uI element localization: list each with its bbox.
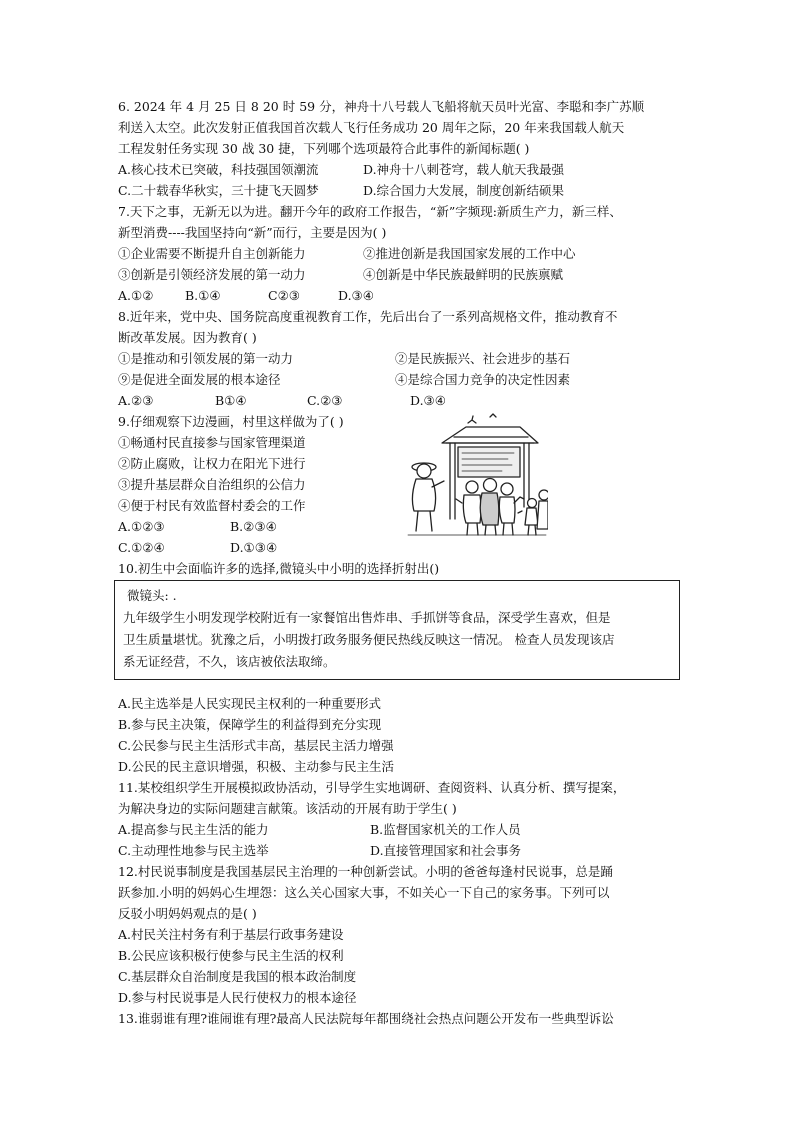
statement-1: ①畅通村民直接参与国家管理渠道 [118, 435, 306, 450]
option-a: A.①②③ [118, 519, 165, 534]
statement-2: ②是民族振兴、社会进步的基石 [395, 351, 571, 366]
box-text-line: 卫生质量堪忧。犹豫之后，小明拨打政务服务便民热线反映这一情况。 检查人员发现该店 [123, 632, 615, 647]
option-d: D.综合国力大发展，制度创新结硕果 [363, 183, 565, 198]
option-d: D.参与村民说事是人民行使权力的根本途径 [118, 990, 357, 1005]
option-d: D.神舟十八刺苍穹，载人航天我最强 [363, 162, 565, 177]
statement-2: ②推进创新是我国国家发展的工作中心 [363, 246, 576, 261]
option-c: C.基层群众自治制度是我国的根本政治制度 [118, 969, 357, 984]
question-stem-line: 新型消费----我国坚持向“新”而行，主要是因为( ) [118, 225, 387, 240]
question-10 [118, 558, 688, 777]
option-d: D.③④ [338, 288, 374, 303]
option-b: B.②③④ [230, 519, 277, 534]
statement-3: ③提升基层群众自治组织的公信力 [118, 477, 306, 492]
statement-1: ①是推动和引领发展的第一动力 [118, 351, 294, 366]
option-c: C.公民参与民主生活形式丰高，基层民主活力增强 [118, 738, 394, 753]
option-c: C.主动理性地参与民主选举 [118, 843, 269, 858]
question-8 [118, 306, 688, 411]
question-11 [118, 777, 688, 861]
option-d: D.直接管理国家和社会事务 [370, 843, 522, 858]
option-b: B.①④ [185, 288, 221, 303]
question-stem-line: 13.谁弱谁有理?谁闹谁有理?最高人民法院每年都围绕社会热点问题公开发布一些典型诉讼 [118, 1011, 614, 1026]
option-a: A.村民关注村务有利于基层行政事务建设 [118, 927, 344, 942]
question-stem-line: 8.近年来，党中央、国务院高度重视教育工作，先后出台了一系列高规格文件，推动教育不 [118, 309, 618, 324]
question-13 [118, 1008, 688, 1029]
option-b: B.监督国家机关的工作人员 [370, 822, 521, 837]
question-stem-line: 9.仔细观察下边漫画，村里这样做为了( ) [118, 414, 344, 429]
option-c: C.二十载春华秋实，三十捷飞天圆梦 [118, 183, 319, 198]
statement-4: ④便于村民有效监督村委会的工作 [118, 498, 306, 513]
box-title: 微镜头: . [127, 588, 177, 603]
option-c: C.①②④ [118, 540, 165, 555]
statement-3: ⑨是促进全面发展的根本途径 [118, 372, 281, 387]
question-stem-line: 利送入太空。此次发射正值我国首次载人飞行任务成功 20 周年之际，20 年来我国载人航天 [118, 120, 625, 135]
option-b: B.公民应该积极行使参与民主生活的权利 [118, 948, 344, 963]
statement-3: ③创新是引领经济发展的第一动力 [118, 267, 306, 282]
box-text-line: 九年级学生小明发现学校附近有一家餐馆出售炸串、手抓饼等食品，深受学生喜欢，但是 [123, 610, 611, 625]
option-b: B①④ [215, 393, 247, 408]
option-a: A.提高参与民主生活的能力 [118, 822, 269, 837]
question-7 [118, 201, 688, 306]
option-d: D.③④ [410, 393, 446, 408]
option-d: D.公民的民主意识增强，积极、主动参与民主生活 [118, 759, 395, 774]
village-noticeboard-cartoon [406, 407, 548, 539]
question-stem-line: 为解决身边的实际问题建言献策。该活动的开展有助于学生( ) [118, 801, 457, 816]
question-stem-line: 11.某校组织学生开展模拟政协活动，引导学生实地调研、查阅资料、认真分析、撰写提案， [118, 780, 626, 795]
question-stem-line: 7.天下之事，无新无以为进。翻开今年的政府工作报告，“新”字频现:新质生产力，新三样、 [118, 204, 622, 219]
option-a: A.核心技术已突破，科技强国领潮流 [118, 162, 319, 177]
option-a: A.②③ [118, 393, 154, 408]
question-9 [118, 411, 688, 558]
option-a: A.①② [118, 288, 154, 303]
question-stem-line: 反驳小明妈妈观点的是( ) [118, 906, 257, 921]
option-c: C②③ [268, 288, 300, 303]
statement-2: ②防止腐败，让权力在阳光下进行 [118, 456, 306, 471]
question-stem-line: 断改革发展。因为教育( ) [118, 330, 257, 345]
question-12 [118, 861, 688, 1008]
question-stem-line: 工程发射任务实现 30 战 30 捷，下列哪个选项最符合此事件的新闻标题( ) [118, 141, 530, 156]
option-b: B.参与民主决策，保障学生的利益得到充分实现 [118, 717, 382, 732]
question-stem-line: 6. 2024 年 4 月 25 日 8 20 时 59 分，神舟十八号载人飞船将航天员叶光富、李聪和李广苏顺 [118, 99, 645, 114]
statement-1: ①企业需要不断提升自主创新能力 [118, 246, 306, 261]
statement-4: ④创新是中华民族最鲜明的民族禀赋 [363, 267, 564, 282]
question-stem-line: 10.初生中会面临许多的选择,微镜头中小明的选择折射出() [118, 561, 440, 576]
option-a: A.民主选举是人民实现民主权利的一种重要形式 [118, 696, 382, 711]
question-6 [118, 96, 688, 201]
exam-page [118, 96, 688, 1029]
option-d: D.①③④ [230, 540, 278, 555]
micro-lens-box [114, 580, 680, 680]
box-text-line: 系无证经营，不久，该店被依法取缔。 [123, 654, 336, 669]
option-c: C.②③ [307, 393, 343, 408]
question-stem-line: 12.村民说事制度是我国基层民主治理的一种创新尝试。小明的爸爸每逢村民说事，总是踊 [118, 864, 613, 879]
question-stem-line: 跃参加.小明的妈妈心生埋怨：这么关心国家大事，不如关心一下自己的家务事。下列可以 [118, 885, 610, 900]
statement-4: ④是综合国力竞争的决定性因素 [395, 372, 571, 387]
